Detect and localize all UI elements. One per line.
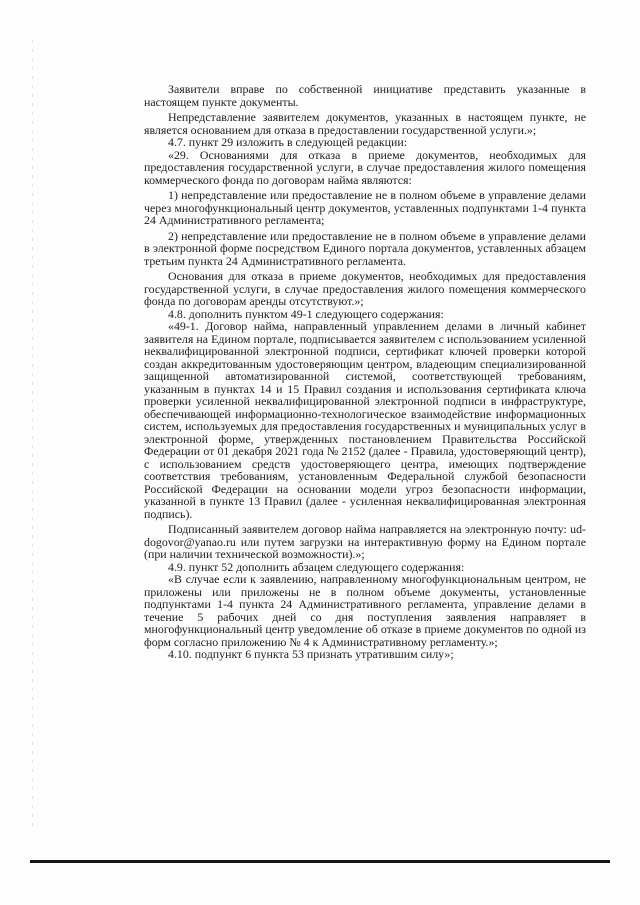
- paragraph-item-4-9: 4.9. пункт 52 дополнить абзацем следующего содержания:: [168, 559, 465, 574]
- paragraph-point-52-addition: «В случае если к заявлению, направленному многофункциональным центром, не приложены или приложены не в полном объеме документы, установленные подпунктами 1-4 пункта 24 Административного регламента, управление делами в течение 5 рабочих дней со дня поступления заявления направляет в многофункциональный центр уведомление об отказе в приеме документов по одной из форм согласно приложению № 4 к Административному регламенту.»;: [144, 572, 586, 649]
- paragraph-grounds-rent: Основания для отказа в приеме документов, необходимых для предоставления государственной услуги, в случае предоставления жилого помещения коммерческого фонда по договорам аренды отсутствуют.»;: [144, 269, 586, 308]
- paragraph-item-4-8: 4.8. дополнить пунктом 49-1 следующего содержания:: [168, 306, 444, 321]
- paragraph-signed-contract: Подписанный заявителем договор найма направляется на электронную почту: ud-dogovor@yanao.ru или путем загрузки на интерактивную форму на Едином портале (при наличии технической возможности).»;: [144, 522, 586, 561]
- paragraph-point-29: «29. Основаниями для отказа в приеме документов, необходимых для предоставления государственной услуги, в случае предоставления жилого помещения коммерческого фонда по договорам найма являются:: [144, 147, 586, 187]
- paragraph-item-4-10: 4.10. подпункт 6 пункта 53 признать утратившим силу»;: [168, 647, 454, 661]
- paragraph-non-submission: Непредставление заявителем документов, указанных в настоящем пункте, не является основанием для отказа в предоставлении государственной услуги.»;: [144, 110, 586, 137]
- paragraph-applicants-right: Заявители вправе по собственной инициативе представить указанные в настоящем пункте документы.: [144, 82, 586, 109]
- paragraph-item-4-7: 4.7. пункт 29 изложить в следующей редакции:: [168, 135, 408, 149]
- paragraph-subpoint-1: 1) непредставление или предоставление не в полном объеме в управление делами через многофункциональный центр документов, уставленных подпунктами 1-4 пункта 24 Административного регламента;: [144, 188, 586, 227]
- document-body: [144, 83, 586, 661]
- bottom-scan-line: [30, 860, 610, 863]
- paragraph-point-49-1: «49-1. Договор найма, направленный управлением делами в личный кабинет заявителя на Едином портале, подписывается заявителем с использованием усиленной неквалифицированной электронной подписи, сертификат ключей проверки которой создан аккредитованным удостоверяющим центром, владеющим специализированной защищенной автоматизированной системой, соответствующей требованиям, указанным в пунктах 14 и 15 Правил создания и использования сертификата ключа проверки усиленной неквалифицированной электронной подписи в инфраструктуре, обеспечивающей информационно-технологическое взаимодействие информационных систем, используемых для предоставления государственных и муниципальных услуг в электронной форме, утвержденных постановлением Правительства Российской Федерации от 01 декабря 2021 года № 2152 (далее - Правила, удостоверяющий центр), с использованием средств удостоверяющего центра, имеющих подтверждение соответствия требованиям, установленным Федеральной службой безопасности Российской Федерации на основании модели угроз безопасности информации, указанной в пункте 13 Правил (далее - усиленная неквалифицированная электронная подпись).: [144, 319, 586, 521]
- scan-edge-artifact: [32, 40, 33, 830]
- paragraph-subpoint-2: 2) непредставление или предоставление не в полном объеме в управление делами в электронной форме посредством Единого портала документов, уставленных абзацем третьим пункта 24 Административного регламента.: [144, 228, 586, 268]
